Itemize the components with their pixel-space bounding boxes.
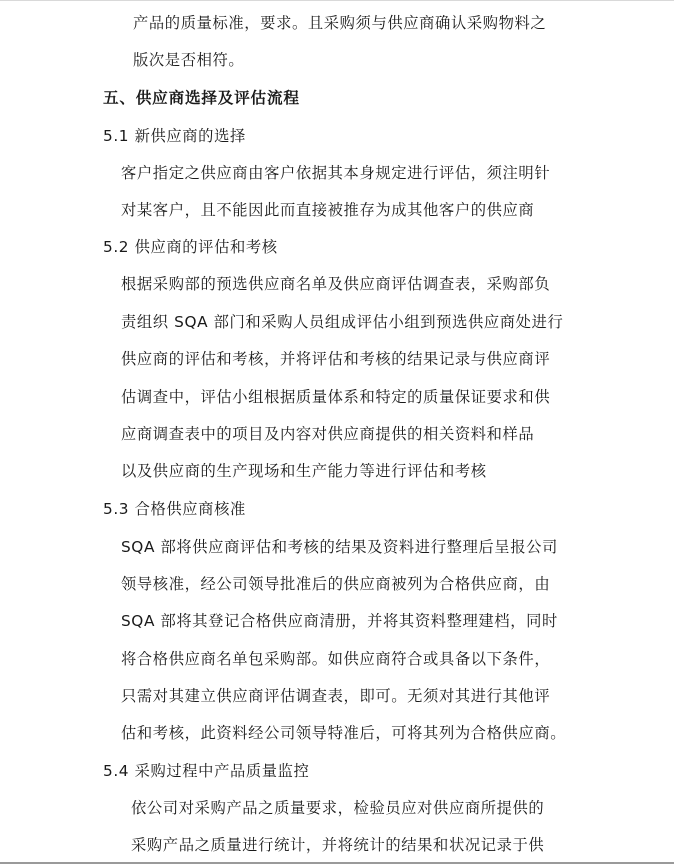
paragraph-line: 估和考核，此资料经公司领导特准后，可将其列为合格供应商。 <box>121 724 567 742</box>
paragraph-line: 供应商的评估和考核，并将评估和考核的结果记录与供应商评 <box>121 350 551 368</box>
page-top-border <box>0 0 674 1</box>
paragraph-line: 领导核准，经公司领导批准后的供应商被列为合格供应商，由 <box>121 575 551 593</box>
section-5-2-heading: 5.2 供应商的评估和考核 <box>103 238 278 256</box>
intro-line: 版次是否相符。 <box>133 51 245 69</box>
paragraph-line: 采购产品之质量进行统计，并将统计的结果和状况记录于供 <box>131 836 545 854</box>
paragraph-line: 以及供应商的生产现场和生产能力等进行评估和考核 <box>121 462 487 480</box>
paragraph-line: 责组织 SQA 部门和采购人员组成评估小组到预选供应商处进行 <box>121 313 564 331</box>
paragraph-line: 依公司对采购产品之质量要求，检验员应对供应商所提供的 <box>131 799 545 817</box>
section-5-heading: 五、供应商选择及评估流程 <box>103 89 300 107</box>
paragraph-line: 对某客户，且不能因此而直接被推存为成其他客户的供应商 <box>121 201 535 219</box>
paragraph-line: 估调查中，评估小组根据质量体系和特定的质量保证要求和供 <box>121 388 551 406</box>
paragraph-line: 应商调查表中的项目及内容对供应商提供的相关资料和样品 <box>121 425 535 443</box>
intro-line: 产品的质量标准，要求。且采购须与供应商确认采购物料之 <box>133 14 547 32</box>
paragraph-line: SQA 部将供应商评估和考核的结果及资料进行整理后呈报公司 <box>121 538 558 556</box>
section-5-1-heading: 5.1 新供应商的选择 <box>103 127 246 145</box>
section-5-3-heading: 5.3 合格供应商核准 <box>103 500 246 518</box>
paragraph-line: 将合格供应商名单包采购部。如供应商符合或具备以下条件， <box>121 650 551 668</box>
paragraph-line: 只需对其建立供应商评估调查表，即可。无须对其进行其他评 <box>121 687 551 705</box>
paragraph-line: 根据采购部的预选供应商名单及供应商评估调查表，采购部负 <box>121 275 551 293</box>
section-5-4-heading: 5.4 采购过程中产品质量监控 <box>103 762 310 780</box>
paragraph-line: 客户指定之供应商由客户依据其本身规定进行评估，须注明针 <box>121 164 551 182</box>
paragraph-line: SQA 部将其登记合格供应商清册，并将其资料整理建档，同时 <box>121 612 558 630</box>
